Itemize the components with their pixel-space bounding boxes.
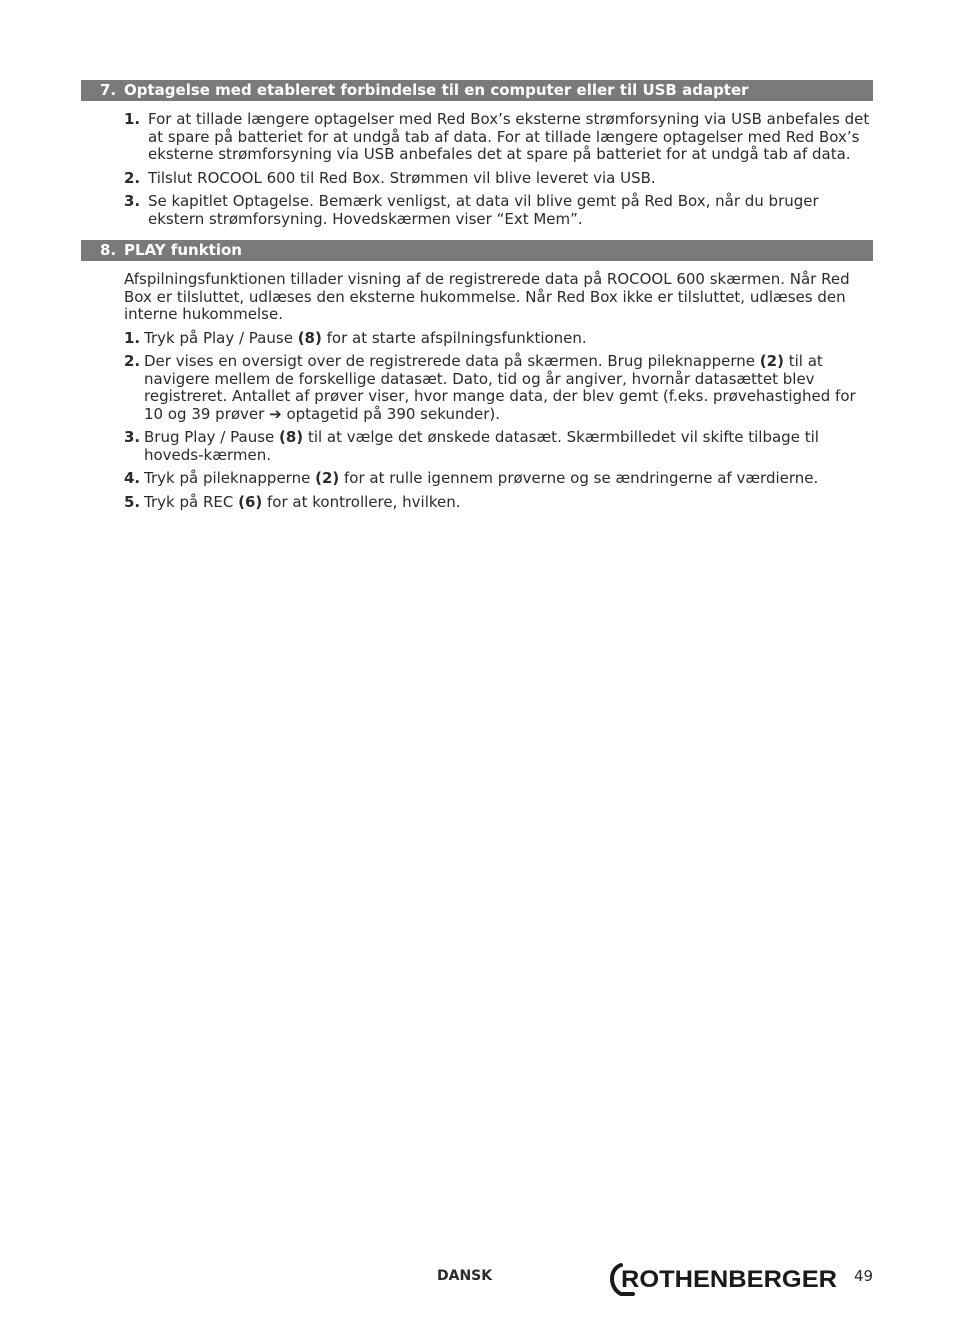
section-8-header: [81, 240, 873, 261]
page-number: 49: [854, 1267, 874, 1285]
item-number: 3.: [124, 428, 141, 446]
item-text-post: for at starte afspilningsfunktionen.: [321, 328, 587, 347]
section-7-header: [81, 80, 873, 101]
item-text-post2: optagetid på 390 sekunder).: [281, 404, 500, 423]
item-text-post: til at vælge det ønskede datasæt. Skærmbilledet vil skifte tilbage til hoveds-kærmen.: [144, 428, 819, 464]
item-number: 2.: [124, 352, 141, 370]
section-8-title: PLAY funktion: [124, 241, 242, 259]
section-7-title: Optagelse med etableret forbindelse til en computer eller til USB adapter: [124, 81, 749, 99]
item-ref: (8): [279, 428, 304, 446]
arrow-icon: ➔: [269, 404, 282, 423]
list-item: [124, 494, 876, 512]
list-item: [124, 193, 876, 228]
item-ref: (2): [759, 352, 784, 370]
list-item: [124, 429, 876, 464]
section-7-number: 7.: [100, 81, 117, 99]
list-item: [124, 330, 876, 348]
item-text-pre: Tryk på pileknapperne: [144, 469, 316, 487]
item-text-pre: Brug Play / Pause: [144, 428, 280, 446]
item-text: Tilslut ROCOOL 600 til Red Box. Strømmen vil blive leveret via USB.: [148, 168, 656, 187]
logo-brand-text: ROTHENBERGER: [621, 1266, 837, 1293]
list-item: [124, 470, 876, 488]
item-text-pre: Tryk på REC: [144, 492, 239, 511]
item-number: 5.: [124, 492, 141, 511]
item-text: Se kapitlet Optagelse. Bemærk venligst, at data vil blive gemt på Red Box, når du bruger ekstern strømforsyning. Hovedskærmen viser “Ext Mem”.: [148, 192, 819, 228]
item-number: 3.: [124, 192, 141, 210]
section-8-number: 8.: [100, 241, 117, 259]
item-number: 4.: [124, 469, 141, 487]
footer-language: DANSK: [437, 1268, 493, 1284]
item-ref: (2): [315, 469, 340, 487]
item-text: For at tillade længere optagelser med Red Box’s eksterne strømforsyning via USB anbefales det at spare på batteriet for at undgå tab af data. For at tillade længere optagelser med Red Box’s eksterne strømforsyning via USB anbefales det at spare på batteriet for at undgå tab af data.: [148, 110, 870, 163]
item-text-post: for at kontrollere, hvilken.: [262, 492, 461, 511]
item-number: 1.: [124, 328, 141, 347]
section-8-intro: Afspilningsfunktionen tillader visning af de registrerede data på ROCOOL 600 skærmen. Når Red Box er tilsluttet, udlæses den eksterne hukommelse. Når Red Box ikke er tilsluttet, udlæses den interne hukommelse.: [124, 270, 850, 323]
item-number: 1.: [124, 110, 141, 128]
rothenberger-logo: [607, 1260, 839, 1300]
item-text-post: for at rulle igennem prøverne og se ændringerne af værdierne.: [339, 469, 819, 487]
item-ref: (6): [238, 492, 263, 511]
list-item: [124, 111, 876, 164]
item-number: 2.: [124, 168, 141, 187]
item-text-pre: Tryk på Play / Pause: [144, 328, 298, 347]
item-text-pre: Der vises en oversigt over de registrerede data på skærmen. Brug pileknapperne: [144, 352, 760, 370]
item-text-post: til at navigere mellem de forskellige datasæt. Dato, tid og år angiver, hvornår datasættet blev registreret. Antallet af prøver viser, hvor mange data, der blev gemt (f.eks. prøvehastighed for 10 og 39 prøver: [144, 352, 856, 423]
section-8-content: [124, 271, 876, 517]
item-ref: (8): [297, 328, 322, 347]
list-item: [124, 170, 876, 188]
list-item: [124, 353, 876, 423]
section-7-list: [124, 111, 876, 234]
